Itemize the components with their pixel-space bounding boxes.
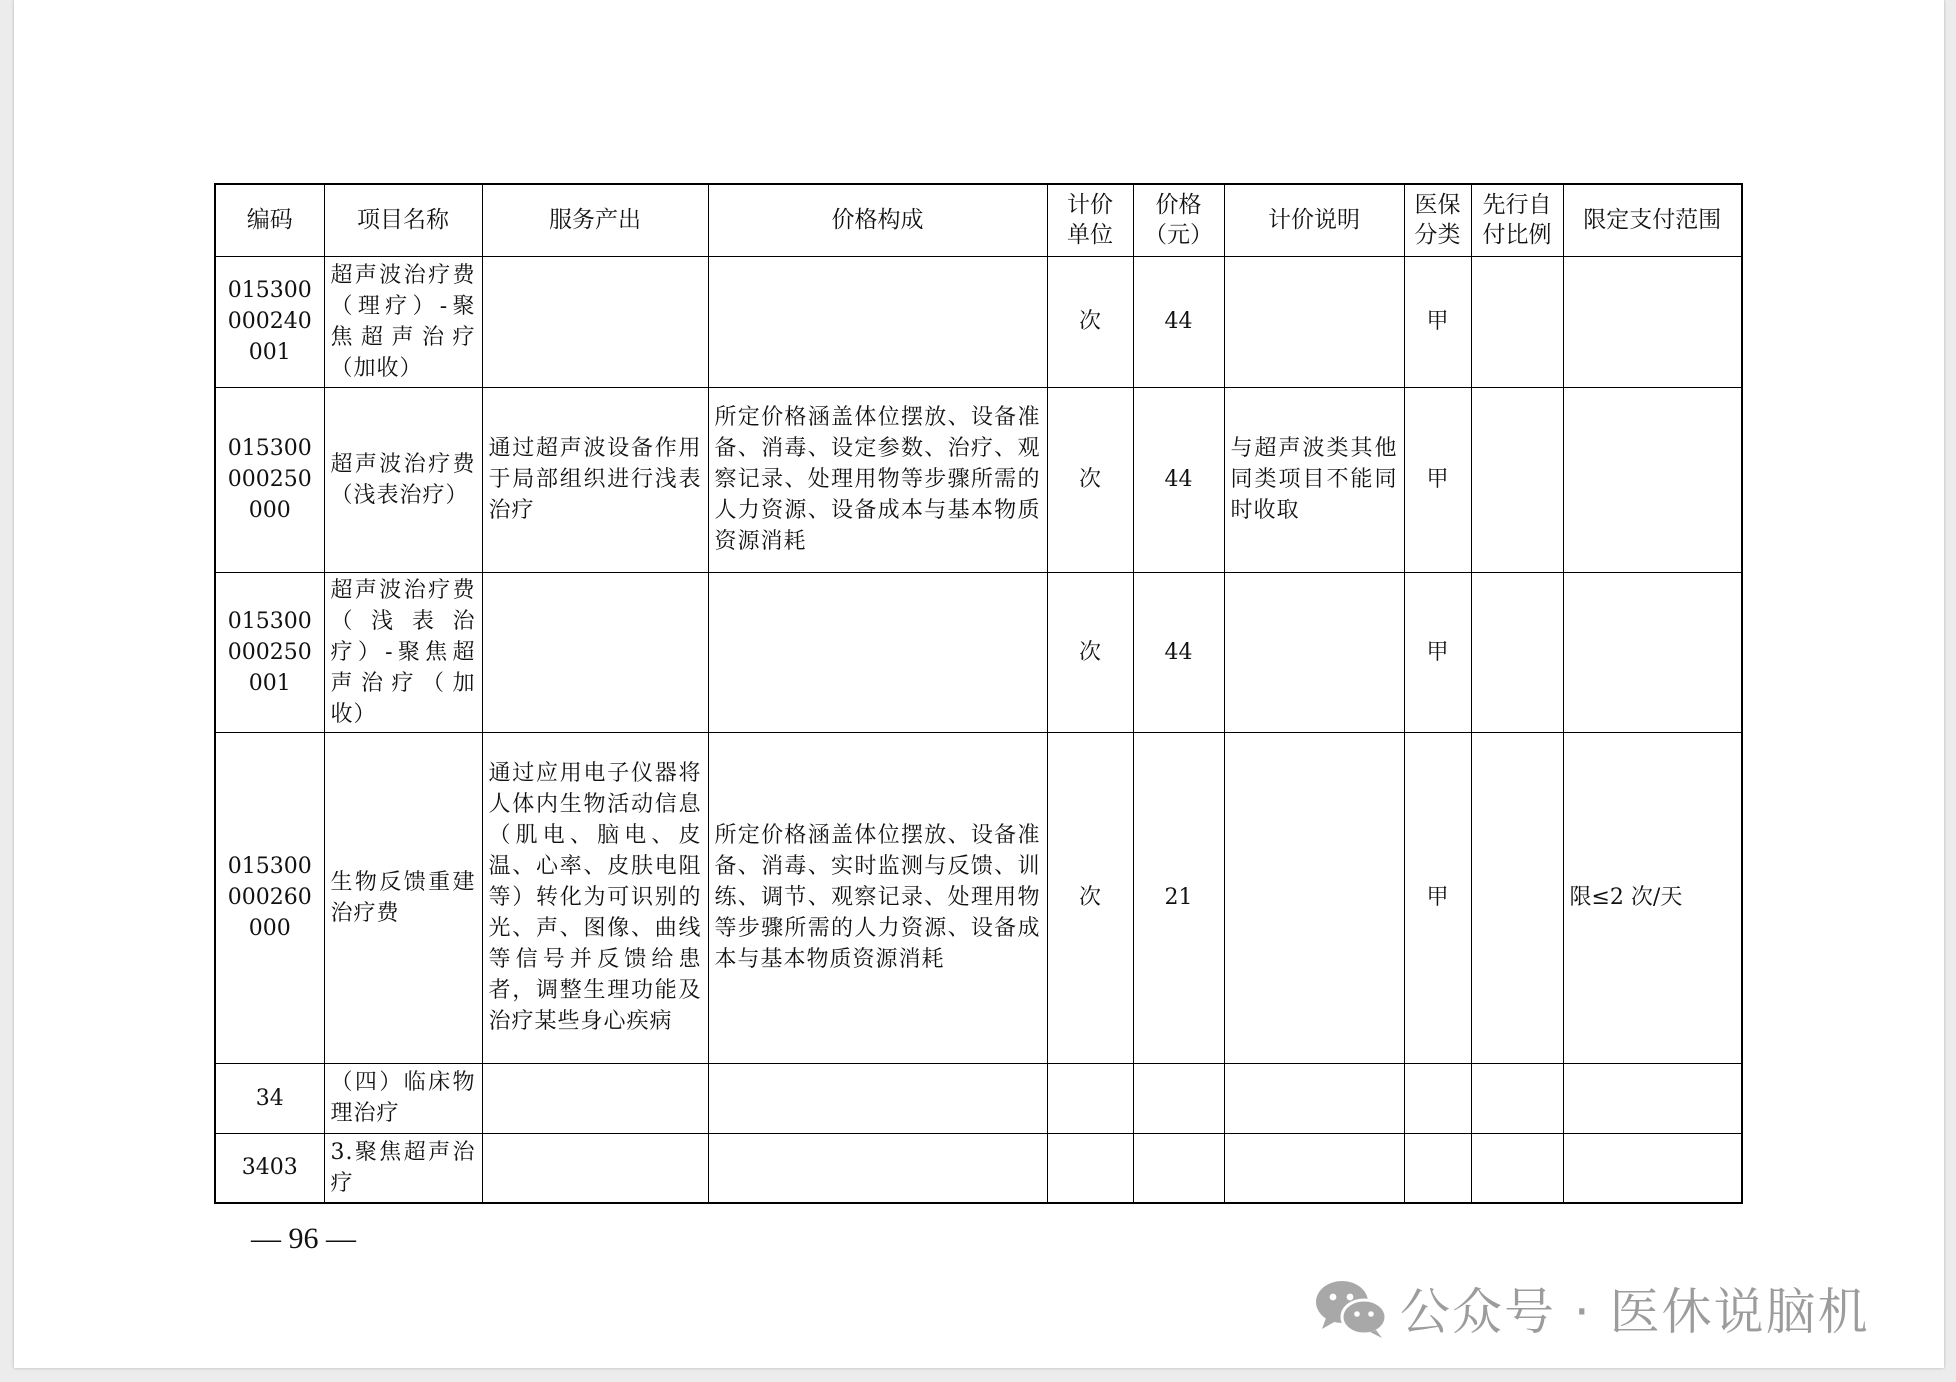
cell-category: [1404, 1063, 1471, 1133]
header-pricing-note: 计价说明: [1224, 184, 1404, 256]
header-code: 编码: [215, 184, 324, 256]
cell-code: 015300000240001: [215, 256, 324, 387]
cell-note: [1224, 572, 1404, 732]
cell-price: 21: [1133, 732, 1224, 1063]
header-insurance-category: 医保 分类: [1404, 184, 1471, 256]
cell-composition: [708, 572, 1047, 732]
watermark-text: 公众号 · 医休说脑机: [1400, 1283, 1870, 1341]
cell-limit: [1563, 256, 1742, 387]
cell-output: [482, 256, 708, 387]
cell-unit: 次: [1047, 732, 1133, 1063]
cell-limit: [1563, 1063, 1742, 1133]
header-price-composition: 价格构成: [708, 184, 1047, 256]
cell-output: 通过超声波设备作用于局部组织进行浅表治疗: [482, 387, 708, 572]
table-row: [215, 572, 1742, 732]
cell-composition: 所定价格涵盖体位摆放、设备准备、消毒、设定参数、治疗、观察记录、处理用物等步骤所需的人力资源、设备成本与基本物质资源消耗: [708, 387, 1047, 572]
table-row: [215, 732, 1742, 1063]
cell-category: 甲: [1404, 572, 1471, 732]
header-service-output: 服务产出: [482, 184, 708, 256]
table-row: [215, 256, 1742, 387]
cell-note: [1224, 256, 1404, 387]
cell-code: 015300000250001: [215, 572, 324, 732]
cell-limit: [1563, 387, 1742, 572]
cell-note: [1224, 1133, 1404, 1203]
cell-composition: [708, 1063, 1047, 1133]
cell-category: [1404, 1133, 1471, 1203]
watermark: [1312, 1272, 1870, 1344]
cell-name: （四）临床物理治疗: [324, 1063, 482, 1133]
header-item-name: 项目名称: [324, 184, 482, 256]
cell-composition: [708, 256, 1047, 387]
cell-self-pay: [1471, 1063, 1563, 1133]
cell-category: 甲: [1404, 387, 1471, 572]
cell-self-pay: [1471, 1133, 1563, 1203]
cell-limit: 限≤2 次/天: [1563, 732, 1742, 1063]
header-self-pay-ratio: 先行自 付比例: [1471, 184, 1563, 256]
cell-self-pay: [1471, 256, 1563, 387]
cell-name: 超声波治疗费（浅表治疗）: [324, 387, 482, 572]
document-page: [14, 0, 1944, 1368]
table-header-row: [215, 184, 1742, 256]
cell-unit: 次: [1047, 256, 1133, 387]
cell-composition: [708, 1133, 1047, 1203]
page-number: — 96 —: [251, 1222, 356, 1255]
cell-output: [482, 1133, 708, 1203]
cell-code: 34: [215, 1063, 324, 1133]
wechat-icon: [1312, 1277, 1390, 1339]
cell-category: 甲: [1404, 732, 1471, 1063]
cell-self-pay: [1471, 732, 1563, 1063]
cell-price: 44: [1133, 256, 1224, 387]
cell-code: 015300000260000: [215, 732, 324, 1063]
cell-category: 甲: [1404, 256, 1471, 387]
cell-unit: [1047, 1133, 1133, 1203]
cell-limit: [1563, 572, 1742, 732]
cell-limit: [1563, 1133, 1742, 1203]
cell-price: 44: [1133, 572, 1224, 732]
cell-output: [482, 572, 708, 732]
cell-name: 生物反馈重建治疗费: [324, 732, 482, 1063]
header-price: 价格 （元）: [1133, 184, 1224, 256]
cell-note: [1224, 1063, 1404, 1133]
table-row: [215, 1133, 1742, 1203]
cell-unit: 次: [1047, 387, 1133, 572]
cell-output: 通过应用电子仪器将人体内生物活动信息（肌电、脑电、皮温、心率、皮肤电阻等）转化为可识别的光、声、图像、曲线等信号并反馈给患者，调整生理功能及治疗某些身心疾病: [482, 732, 708, 1063]
cell-name: 超声波治疗费（浅表治疗）-聚焦超声治疗（加收）: [324, 572, 482, 732]
cell-name: 3.聚焦超声治疗: [324, 1133, 482, 1203]
cell-note: [1224, 732, 1404, 1063]
table-row: [215, 387, 1742, 572]
cell-price: 44: [1133, 387, 1224, 572]
cell-code: 015300000250000: [215, 387, 324, 572]
cell-note: 与超声波类其他同类项目不能同时收取: [1224, 387, 1404, 572]
header-payment-limit: 限定支付范围: [1563, 184, 1742, 256]
cell-name: 超声波治疗费（理疗）-聚焦超声治疗（加收）: [324, 256, 482, 387]
cell-unit: [1047, 1063, 1133, 1133]
cell-code: 3403: [215, 1133, 324, 1203]
cell-unit: 次: [1047, 572, 1133, 732]
cell-self-pay: [1471, 387, 1563, 572]
cell-self-pay: [1471, 572, 1563, 732]
cell-output: [482, 1063, 708, 1133]
table-row: [215, 1063, 1742, 1133]
price-table: [214, 183, 1743, 1204]
cell-composition: 所定价格涵盖体位摆放、设备准备、消毒、实时监测与反馈、训练、调节、观察记录、处理用物等步骤所需的人力资源、设备成本与基本物质资源消耗: [708, 732, 1047, 1063]
cell-price: [1133, 1063, 1224, 1133]
header-unit: 计价 单位: [1047, 184, 1133, 256]
cell-price: [1133, 1133, 1224, 1203]
